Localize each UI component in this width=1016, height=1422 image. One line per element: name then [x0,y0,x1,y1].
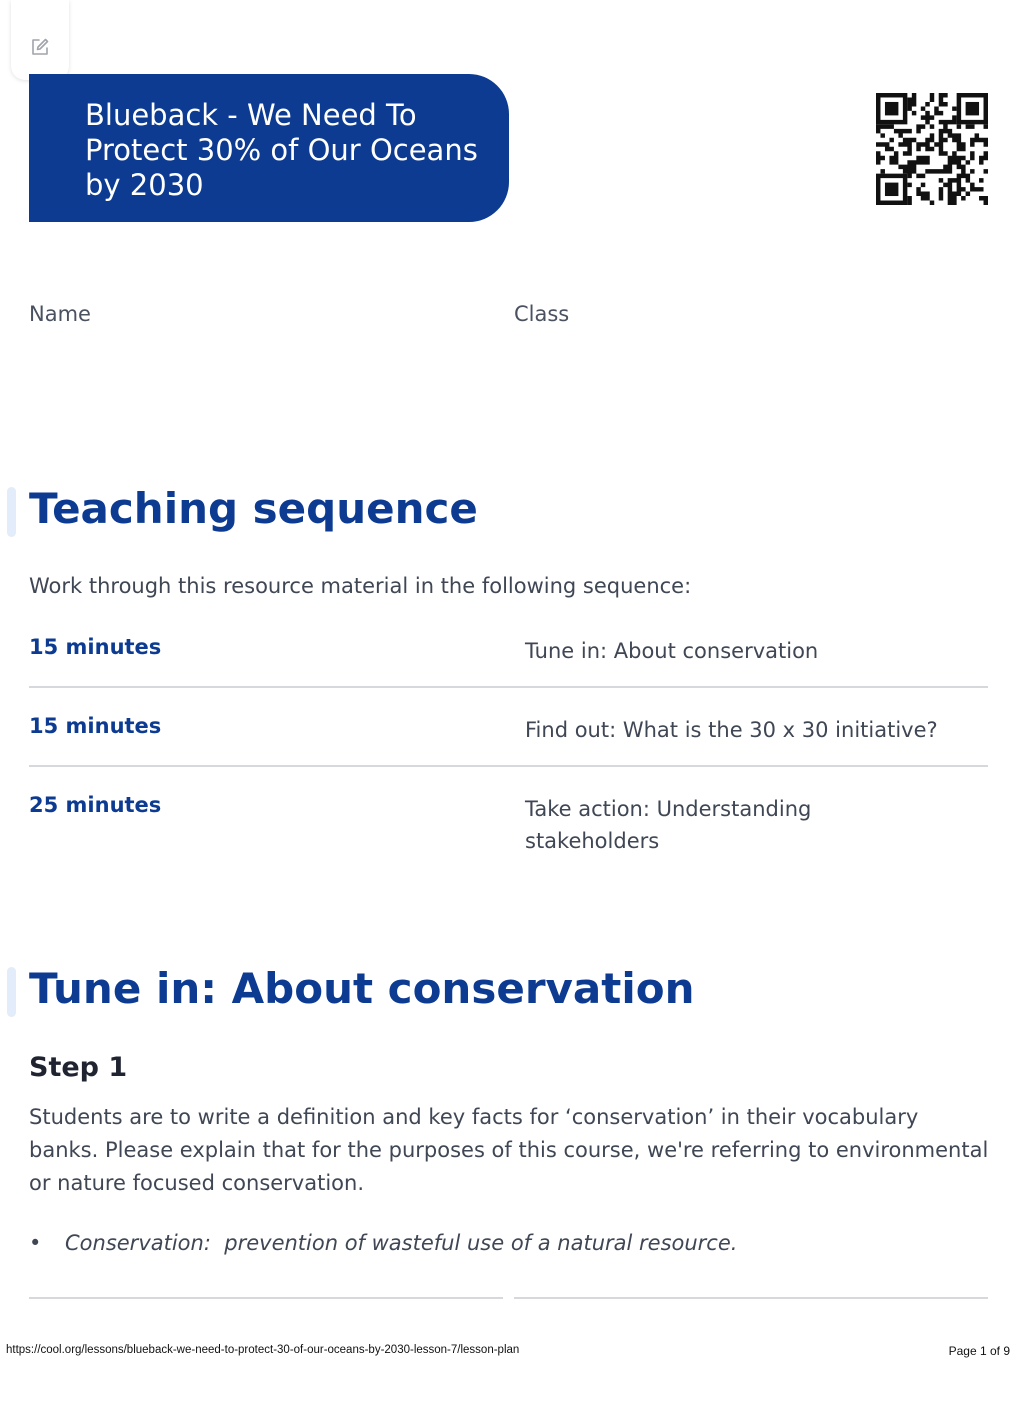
lesson-title: Blueback - We Need To Protect 30% of Our Oceans by 2030 [85,98,478,202]
name-field-label: Name [29,302,91,326]
sequence-time: 25 minutes [29,793,162,817]
section-accent-bar [7,487,16,537]
tune-in-heading: Tune in: About conservation [29,964,695,1013]
edit-button[interactable] [11,0,69,80]
sequence-time: 15 minutes [29,714,162,738]
sequence-activity: Tune in: About conservation [525,639,819,663]
sequence-divider [29,686,988,688]
class-field-label: Class [514,302,570,326]
sequence-activity: Take action: Understanding stakeholders [525,797,812,853]
teaching-sequence-intro: Work through this resource material in the following sequence: [29,574,692,598]
bullet-marker: • [29,1231,42,1255]
vocabulary-table-line [29,1297,503,1299]
step-heading: Step 1 [29,1052,128,1083]
sequence-divider [29,765,988,767]
teaching-sequence-heading: Teaching sequence [29,484,478,533]
lesson-title-banner [29,74,509,222]
step-text: Students are to write a definition and key facts for ‘conservation’ in their vocabulary banks. Please explain that for the purposes of this course, we're referring to environmental or nature focused conservation. [29,1105,989,1195]
section-accent-bar [7,967,16,1017]
vocabulary-table-line [514,1297,988,1299]
sequence-activity: Find out: What is the 30 x 30 initiative? [525,718,938,742]
qr-code-icon [876,93,988,205]
edit-icon [30,37,50,57]
sequence-time: 15 minutes [29,635,162,659]
footer-page-number: Page 1 of 9 [948,1344,1010,1358]
footer-url: https://cool.org/lessons/blueback-we-need-to-protect-30-of-our-oceans-by-2030-lesson-7/lesson-plan [6,1344,520,1356]
definition-bullet: Conservation: prevention of wasteful use of a natural resource. [65,1231,738,1255]
